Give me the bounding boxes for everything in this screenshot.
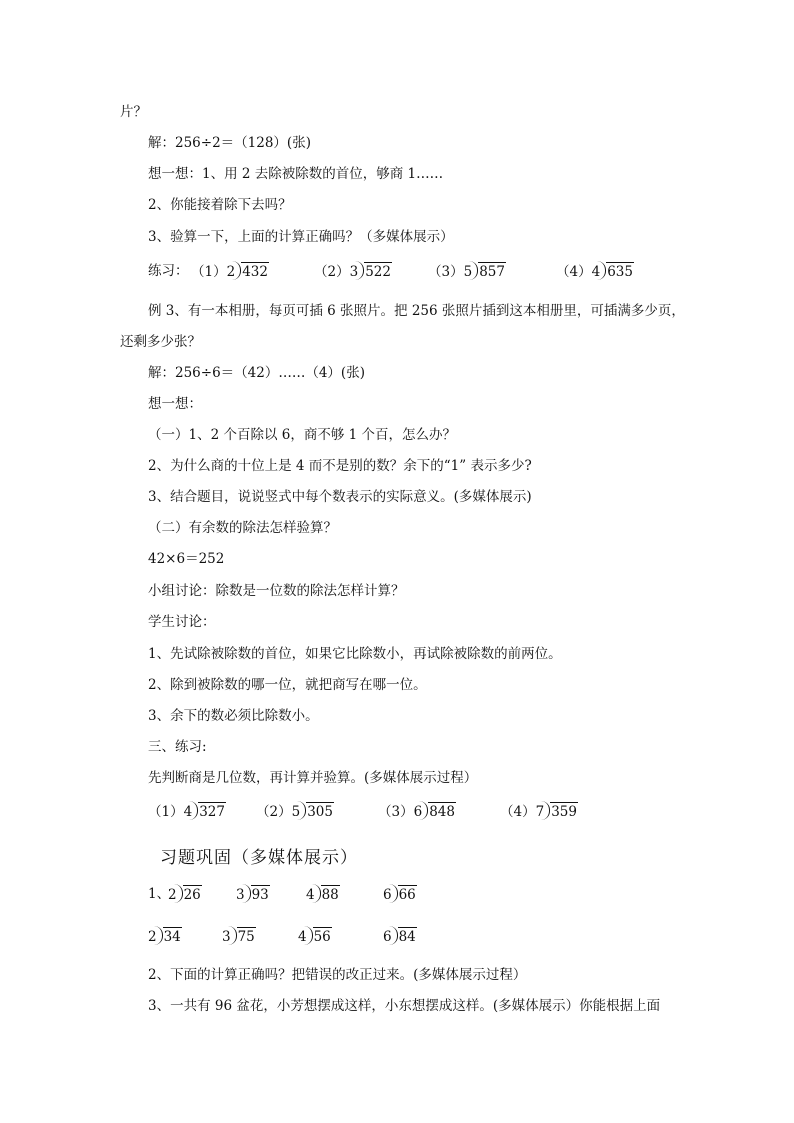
- divisor: 3: [349, 264, 359, 280]
- division-problem: [222, 926, 256, 947]
- problem-label: （3）: [428, 264, 464, 280]
- division-problem: [500, 801, 578, 822]
- text-line: 3、结合题目，说说竖式中每个数表示的实际意义。(多媒体展示): [148, 489, 532, 505]
- dividend: 857: [479, 264, 505, 280]
- division-problem: [148, 801, 226, 822]
- division-bracket-icon: [157, 926, 163, 946]
- text-line: 先判断商是几位数，再计算并验算。(多媒体展示过程）: [148, 770, 478, 786]
- division-bracket-icon: [315, 884, 321, 904]
- division-bracket-icon: [392, 926, 398, 946]
- dividend: 34: [163, 929, 181, 945]
- text-line: 学生讨论：: [148, 614, 216, 630]
- division-problem: [148, 926, 182, 947]
- division-bracket-icon: [392, 884, 398, 904]
- division-problem: [556, 261, 634, 282]
- text-line: 2、下面的计算正确吗？把错误的改正过来。(多媒体展示过程）: [148, 967, 527, 983]
- dividend: 93: [251, 887, 269, 903]
- division-bracket-icon: [177, 884, 183, 904]
- division-bracket-icon: [600, 261, 606, 281]
- division-problem: [383, 884, 417, 905]
- problem-label: （2）: [314, 264, 350, 280]
- division-bracket-icon: [544, 801, 550, 821]
- divisor: 4: [298, 929, 307, 945]
- divisor: 4: [591, 264, 601, 280]
- problem-label: （1）: [191, 264, 227, 280]
- division-bracket-icon: [422, 801, 428, 821]
- division-problem: [383, 926, 417, 947]
- dividend: 848: [429, 804, 455, 820]
- divisor: 2: [168, 887, 177, 903]
- text-line: 解：256÷6＝（42）……（4）(张): [148, 365, 365, 381]
- dividend: 26: [183, 887, 201, 903]
- text-line: 42×6＝252: [148, 551, 225, 567]
- drill-row: [148, 884, 548, 906]
- division-problem: [191, 261, 269, 282]
- practice-row: [148, 261, 708, 283]
- problem-label: （4）: [556, 264, 592, 280]
- division-bracket-icon: [472, 261, 478, 281]
- division-problem: [428, 261, 506, 282]
- divisor: 4: [306, 887, 315, 903]
- section-heading: 习题巩固（多媒体展示）: [160, 848, 358, 868]
- problem-label: （1）: [148, 804, 184, 820]
- division-problem: [306, 884, 340, 905]
- drill-row: [148, 926, 548, 948]
- divisor: 6: [383, 929, 392, 945]
- divisor: 6: [413, 804, 423, 820]
- division-problem: [256, 801, 334, 822]
- text-line: 2、你能接着除下去吗？: [148, 197, 292, 213]
- divisor: 6: [383, 887, 392, 903]
- divisor: 4: [183, 804, 193, 820]
- text-line: 例 3、有一本相册，每页可插 6 张照片。把 256 张照片插到这本相册里，可插满多少页，: [148, 303, 685, 319]
- divisor: 2: [148, 929, 157, 945]
- dividend: 432: [242, 264, 268, 280]
- exercise-row: [148, 801, 708, 823]
- practice-lead: 练习：: [148, 263, 189, 279]
- division-bracket-icon: [307, 926, 313, 946]
- divisor: 5: [463, 264, 473, 280]
- text-line: （一）1、2 个百除以 6，商不够 1 个百，怎么办？: [148, 427, 457, 443]
- text-line: 3、验算一下，上面的计算正确吗？（多媒体展示）: [148, 229, 454, 245]
- dividend: 88: [321, 887, 339, 903]
- division-problem: [298, 926, 332, 947]
- text-line: （二）有余数的除法怎样验算？: [148, 520, 337, 536]
- dividend: 56: [313, 929, 331, 945]
- dividend: 75: [237, 929, 255, 945]
- dividend: 327: [199, 804, 225, 820]
- dividend: 305: [307, 804, 333, 820]
- divisor: 5: [291, 804, 301, 820]
- problem-label: （3）: [378, 804, 414, 820]
- text-line: 小组讨论：除数是一位数的除法怎样计算？: [148, 583, 405, 599]
- dividend: 635: [607, 264, 633, 280]
- text-line: 片？: [120, 104, 147, 120]
- division-bracket-icon: [231, 926, 237, 946]
- text-line: 三、练习:: [148, 739, 207, 755]
- text-line: 3、余下的数必须比除数小。: [148, 708, 319, 724]
- dividend: 84: [398, 929, 416, 945]
- divisor: 7: [535, 804, 545, 820]
- text-line: 2、除到被除数的哪一位，就把商写在哪一位。: [148, 677, 427, 693]
- divisor: 2: [226, 264, 236, 280]
- division-problem: [236, 884, 270, 905]
- division-bracket-icon: [235, 261, 241, 281]
- text-line: 3、一共有 96 盆花，小芳想摆成这样，小东想摆成这样。(多媒体展示）你能根据上面: [148, 998, 661, 1014]
- drill-lead: 1、: [148, 886, 171, 902]
- divisor: 3: [222, 929, 231, 945]
- text-line: 1、先试除被除数的首位，如果它比除数小，再试除被除数的前两位。: [148, 646, 562, 662]
- text-line: 解：256÷2＝（128）(张): [148, 135, 311, 151]
- division-bracket-icon: [358, 261, 364, 281]
- text-line: 想一想：: [148, 396, 202, 412]
- dividend: 359: [551, 804, 577, 820]
- text-line: 2、为什么商的十位上是 4 而不是别的数？余下的“1” 表示多少?: [148, 458, 532, 474]
- division-problem: [314, 261, 392, 282]
- text-line: 还剩多少张？: [120, 334, 201, 350]
- dividend: 66: [398, 887, 416, 903]
- division-bracket-icon: [300, 801, 306, 821]
- division-problem: [168, 884, 202, 905]
- division-bracket-icon: [245, 884, 251, 904]
- division-bracket-icon: [192, 801, 198, 821]
- text-line: 想一想：1、用 2 去除被除数的首位，够商 1……: [148, 166, 444, 182]
- problem-label: （2）: [256, 804, 292, 820]
- divisor: 3: [236, 887, 245, 903]
- dividend: 522: [365, 264, 391, 280]
- problem-label: （4）: [500, 804, 536, 820]
- division-problem: [378, 801, 456, 822]
